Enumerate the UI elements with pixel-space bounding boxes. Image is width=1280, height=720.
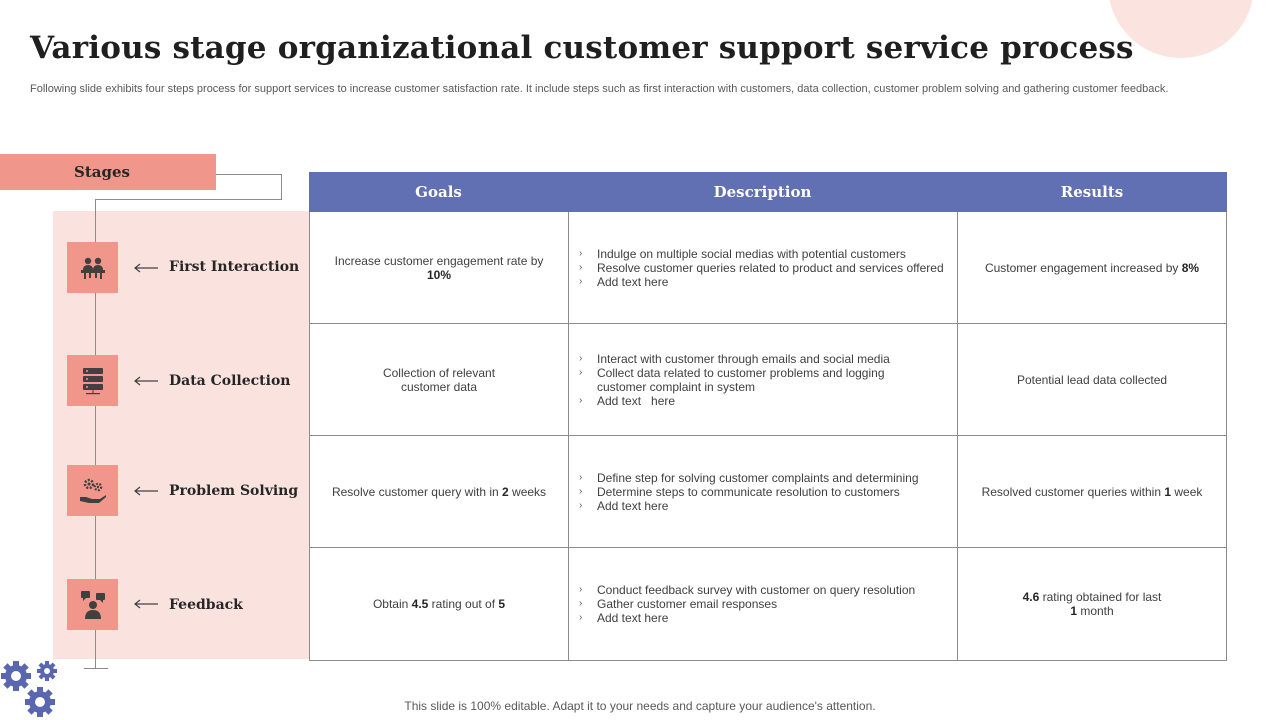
table-row — [309, 548, 1227, 661]
stages-header — [0, 154, 216, 190]
column-header-goals: Goals — [415, 183, 462, 201]
description-cell — [568, 436, 957, 547]
arrow-left-icon — [134, 263, 158, 273]
stage-label-problem-solving: Problem Solving — [169, 483, 299, 499]
description-cell — [568, 212, 957, 323]
description-list — [579, 352, 949, 408]
chevron-right-icon: › — [579, 612, 583, 623]
goal-cell — [309, 436, 568, 547]
result-cell — [957, 548, 1227, 660]
process-table — [309, 172, 1227, 661]
list-item: › Conduct feedback survey with customer on query resolution — [579, 583, 916, 597]
list-item: › Add text here — [579, 611, 669, 625]
table-row — [309, 212, 1227, 324]
chevron-right-icon: › — [579, 598, 583, 609]
list-item: › Gather customer email responses — [579, 597, 778, 611]
chevron-right-icon: › — [579, 275, 583, 287]
list-item: › Interact with customer through emails and social media — [579, 351, 890, 366]
chevron-right-icon: › — [579, 485, 583, 497]
goal-cell — [309, 212, 568, 323]
chevron-right-icon: › — [579, 394, 583, 406]
result-text: 4.6 rating obtained for last 1 month — [1022, 590, 1162, 618]
chevron-right-icon: › — [579, 366, 583, 378]
timeline-end-cap — [84, 668, 108, 669]
chevron-right-icon: › — [579, 247, 583, 259]
connector-line — [281, 174, 282, 200]
chevron-right-icon: › — [579, 499, 583, 511]
hand-gears-icon — [67, 465, 118, 516]
chevron-right-icon: › — [579, 584, 583, 595]
chevron-right-icon: › — [579, 352, 583, 364]
column-header-description: Description — [713, 183, 812, 201]
result-text: Customer engagement increased by 8% — [984, 260, 1200, 275]
stages-label: Stages — [74, 163, 130, 181]
list-item: › Collect data related to customer problems and logging customer complaint in system — [579, 365, 885, 394]
connector-line — [216, 174, 282, 175]
stage-label-first-interaction: First Interaction — [169, 259, 300, 275]
goal-cell — [309, 324, 568, 435]
description-list — [579, 471, 919, 513]
result-text: Potential lead data collected — [1016, 372, 1168, 387]
server-icon — [67, 355, 118, 406]
list-item: › Add text here — [579, 274, 669, 289]
page-subtitle: Following slide exhibits four steps process for support services to increase customer satisfaction rate. It include steps such as first interaction with customers, data collection, customer problem solving and gathering customer feedback. — [30, 83, 1169, 95]
table-row — [309, 436, 1227, 548]
stage-label-data-collection: Data Collection — [169, 373, 291, 389]
arrow-left-icon — [134, 486, 158, 496]
description-list — [579, 247, 944, 289]
chevron-right-icon: › — [579, 471, 583, 483]
list-item: › Add text here — [579, 393, 676, 408]
result-cell — [957, 324, 1227, 435]
list-item: › Determine steps to communicate resolution to customers — [579, 484, 900, 499]
arrow-left-icon — [134, 376, 158, 386]
goal-text: Obtain 4.5 rating out of 5 — [372, 597, 506, 611]
footer-note: This slide is 100% editable. Adapt it to your needs and capture your audience's attention. — [404, 699, 876, 713]
list-item: › Add text here — [579, 498, 669, 513]
chevron-right-icon: › — [579, 261, 583, 273]
stage-label-feedback: Feedback — [169, 597, 243, 613]
description-cell — [568, 324, 957, 435]
table-row — [309, 324, 1227, 436]
person-feedback-icon — [67, 579, 118, 630]
description-list — [579, 583, 915, 625]
goal-text: Resolve customer query with in 2 weeks — [331, 484, 547, 499]
goal-text: Increase customer engagement rate by 10% — [334, 253, 544, 282]
list-item: › Resolve customer queries related to product and services offered — [579, 260, 944, 275]
goal-text: Collection of relevant customer data — [382, 365, 496, 394]
result-text: Resolved customer queries within 1 week — [981, 484, 1203, 499]
result-cell — [957, 436, 1227, 547]
list-item: › Indulge on multiple social medias with potential customers — [579, 246, 906, 261]
arrow-left-icon — [134, 599, 158, 609]
meeting-icon — [67, 242, 118, 293]
result-cell — [957, 212, 1227, 323]
table-header — [309, 172, 1227, 212]
list-item: › Define step for solving customer complaints and determining — [579, 470, 919, 485]
description-cell — [568, 548, 957, 660]
page-title: Various stage organizational customer support service process — [30, 30, 1134, 66]
column-header-results: Results — [1060, 183, 1124, 201]
goal-cell — [309, 548, 568, 660]
connector-line — [95, 199, 282, 200]
